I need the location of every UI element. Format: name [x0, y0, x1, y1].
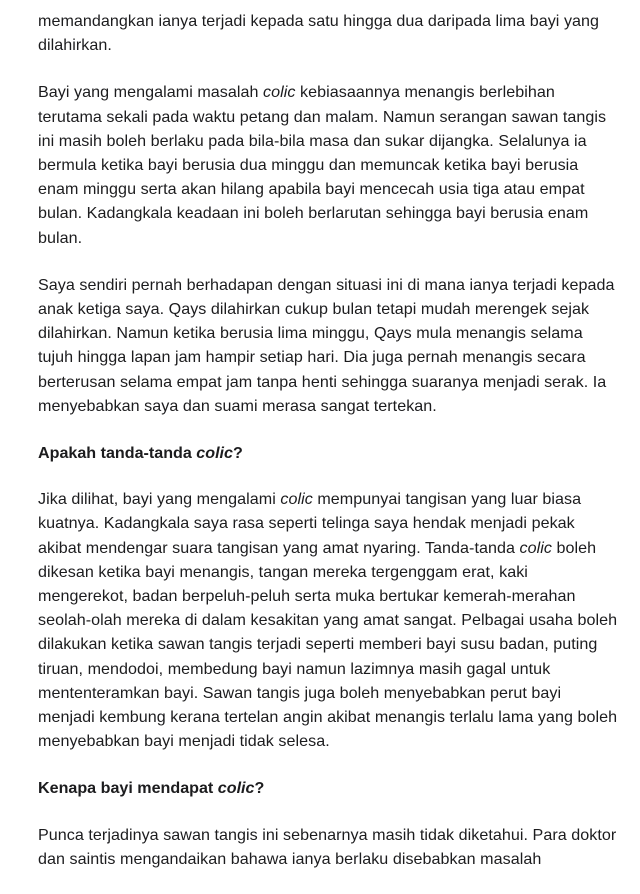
- emphasis-colic: colic: [196, 444, 233, 463]
- paragraph-text: kebiasaannya menangis berlebihan terutama sekali pada waktu petang dan malam. Namun serangan sawan tangis ini masih boleh berlaku pada bila-bila masa dan sukar dijangka. Selalunya ia bermula ketika bayi berusia dua minggu dan memuncak ketika bayi berusia enam minggu serta akan hilang apabila bayi mencecah usia tiga atau empat bulan. Kadangkala keadaan ini boleh berlarutan sehingga bayi berusia enam bulan.: [38, 83, 607, 247]
- paragraph-colic-symptoms-timing: [38, 80, 622, 249]
- paragraph-text: boleh dikesan ketika bayi menangis, tangan mereka tergenggam erat, kaki mengerekot, badan berpeluh-peluh serta muka bertukar kemerah-merahan seolah-olah mereka di dalam kesakitan yang amat sangat. Pelbagai usaha boleh dilakukan ketika sawan tangis terjadi seperti memberi bayi susu badan, puting tiruan, mendodoi, membedung bayi namun lazimnya masih gagal untuk mententeramkan bayi. Sawan tangis juga boleh menyebabkan perut bayi menjadi kembung kerana tertelan angin akibat menangis terlalu lama yang boleh menyebabkan bayi menjadi tidak selesa.: [38, 538, 618, 751]
- heading-text: ?: [254, 779, 265, 798]
- paragraph-signs: [38, 487, 622, 753]
- section-heading-causes: [38, 776, 622, 800]
- emphasis-colic: colic: [519, 538, 552, 557]
- paragraph-intro: [38, 9, 622, 57]
- paragraph-text: Saya sendiri pernah berhadapan dengan situasi ini di mana ianya terjadi kepada anak ketiga saya. Qays dilahirkan cukup bulan tetapi mudah merengek sejak dilahirkan. Namun ketika berusia lima minggu, Qays mula menangis selama tujuh hingga lapan jam hampir setiap hari. Dia juga pernah menangis secara berterusan selama empat jam tanpa henti sehingga suaranya menjadi serak. Ia menyebabkan saya dan suami merasa sangat tertekan.: [38, 275, 615, 415]
- paragraph-causes: [38, 823, 622, 871]
- emphasis-colic: colic: [280, 490, 313, 509]
- paragraph-text: memandangkan ianya terjadi kepada satu hingga dua daripada lima bayi yang dilahirkan.: [38, 12, 600, 55]
- paragraph-personal-experience: [38, 273, 622, 418]
- paragraph-text: Bayi yang mengalami masalah: [38, 83, 264, 102]
- paragraph-text: mempunyai tangisan yang luar biasa kuatnya. Kadangkala saya rasa seperti telinga saya hendak menjadi pekak akibat mendengar suara tangisan yang amat nyaring. Tanda-tanda: [38, 490, 582, 557]
- article-body: [38, 9, 622, 894]
- paragraph-text: Jika dilihat, bayi yang mengalami: [38, 490, 281, 509]
- emphasis-colic: colic: [263, 83, 296, 102]
- heading-text: ?: [232, 444, 243, 463]
- paragraph-text: Punca terjadinya sawan tangis ini sebenarnya masih tidak diketahui. Para doktor dan saintis mengandaikan bahawa ianya berlaku disebabkan masalah: [38, 825, 617, 868]
- section-heading-signs: [38, 441, 622, 465]
- emphasis-colic: colic: [217, 779, 255, 798]
- heading-text: Apakah tanda-tanda: [38, 444, 197, 463]
- heading-text: Kenapa bayi mendapat: [38, 779, 218, 798]
